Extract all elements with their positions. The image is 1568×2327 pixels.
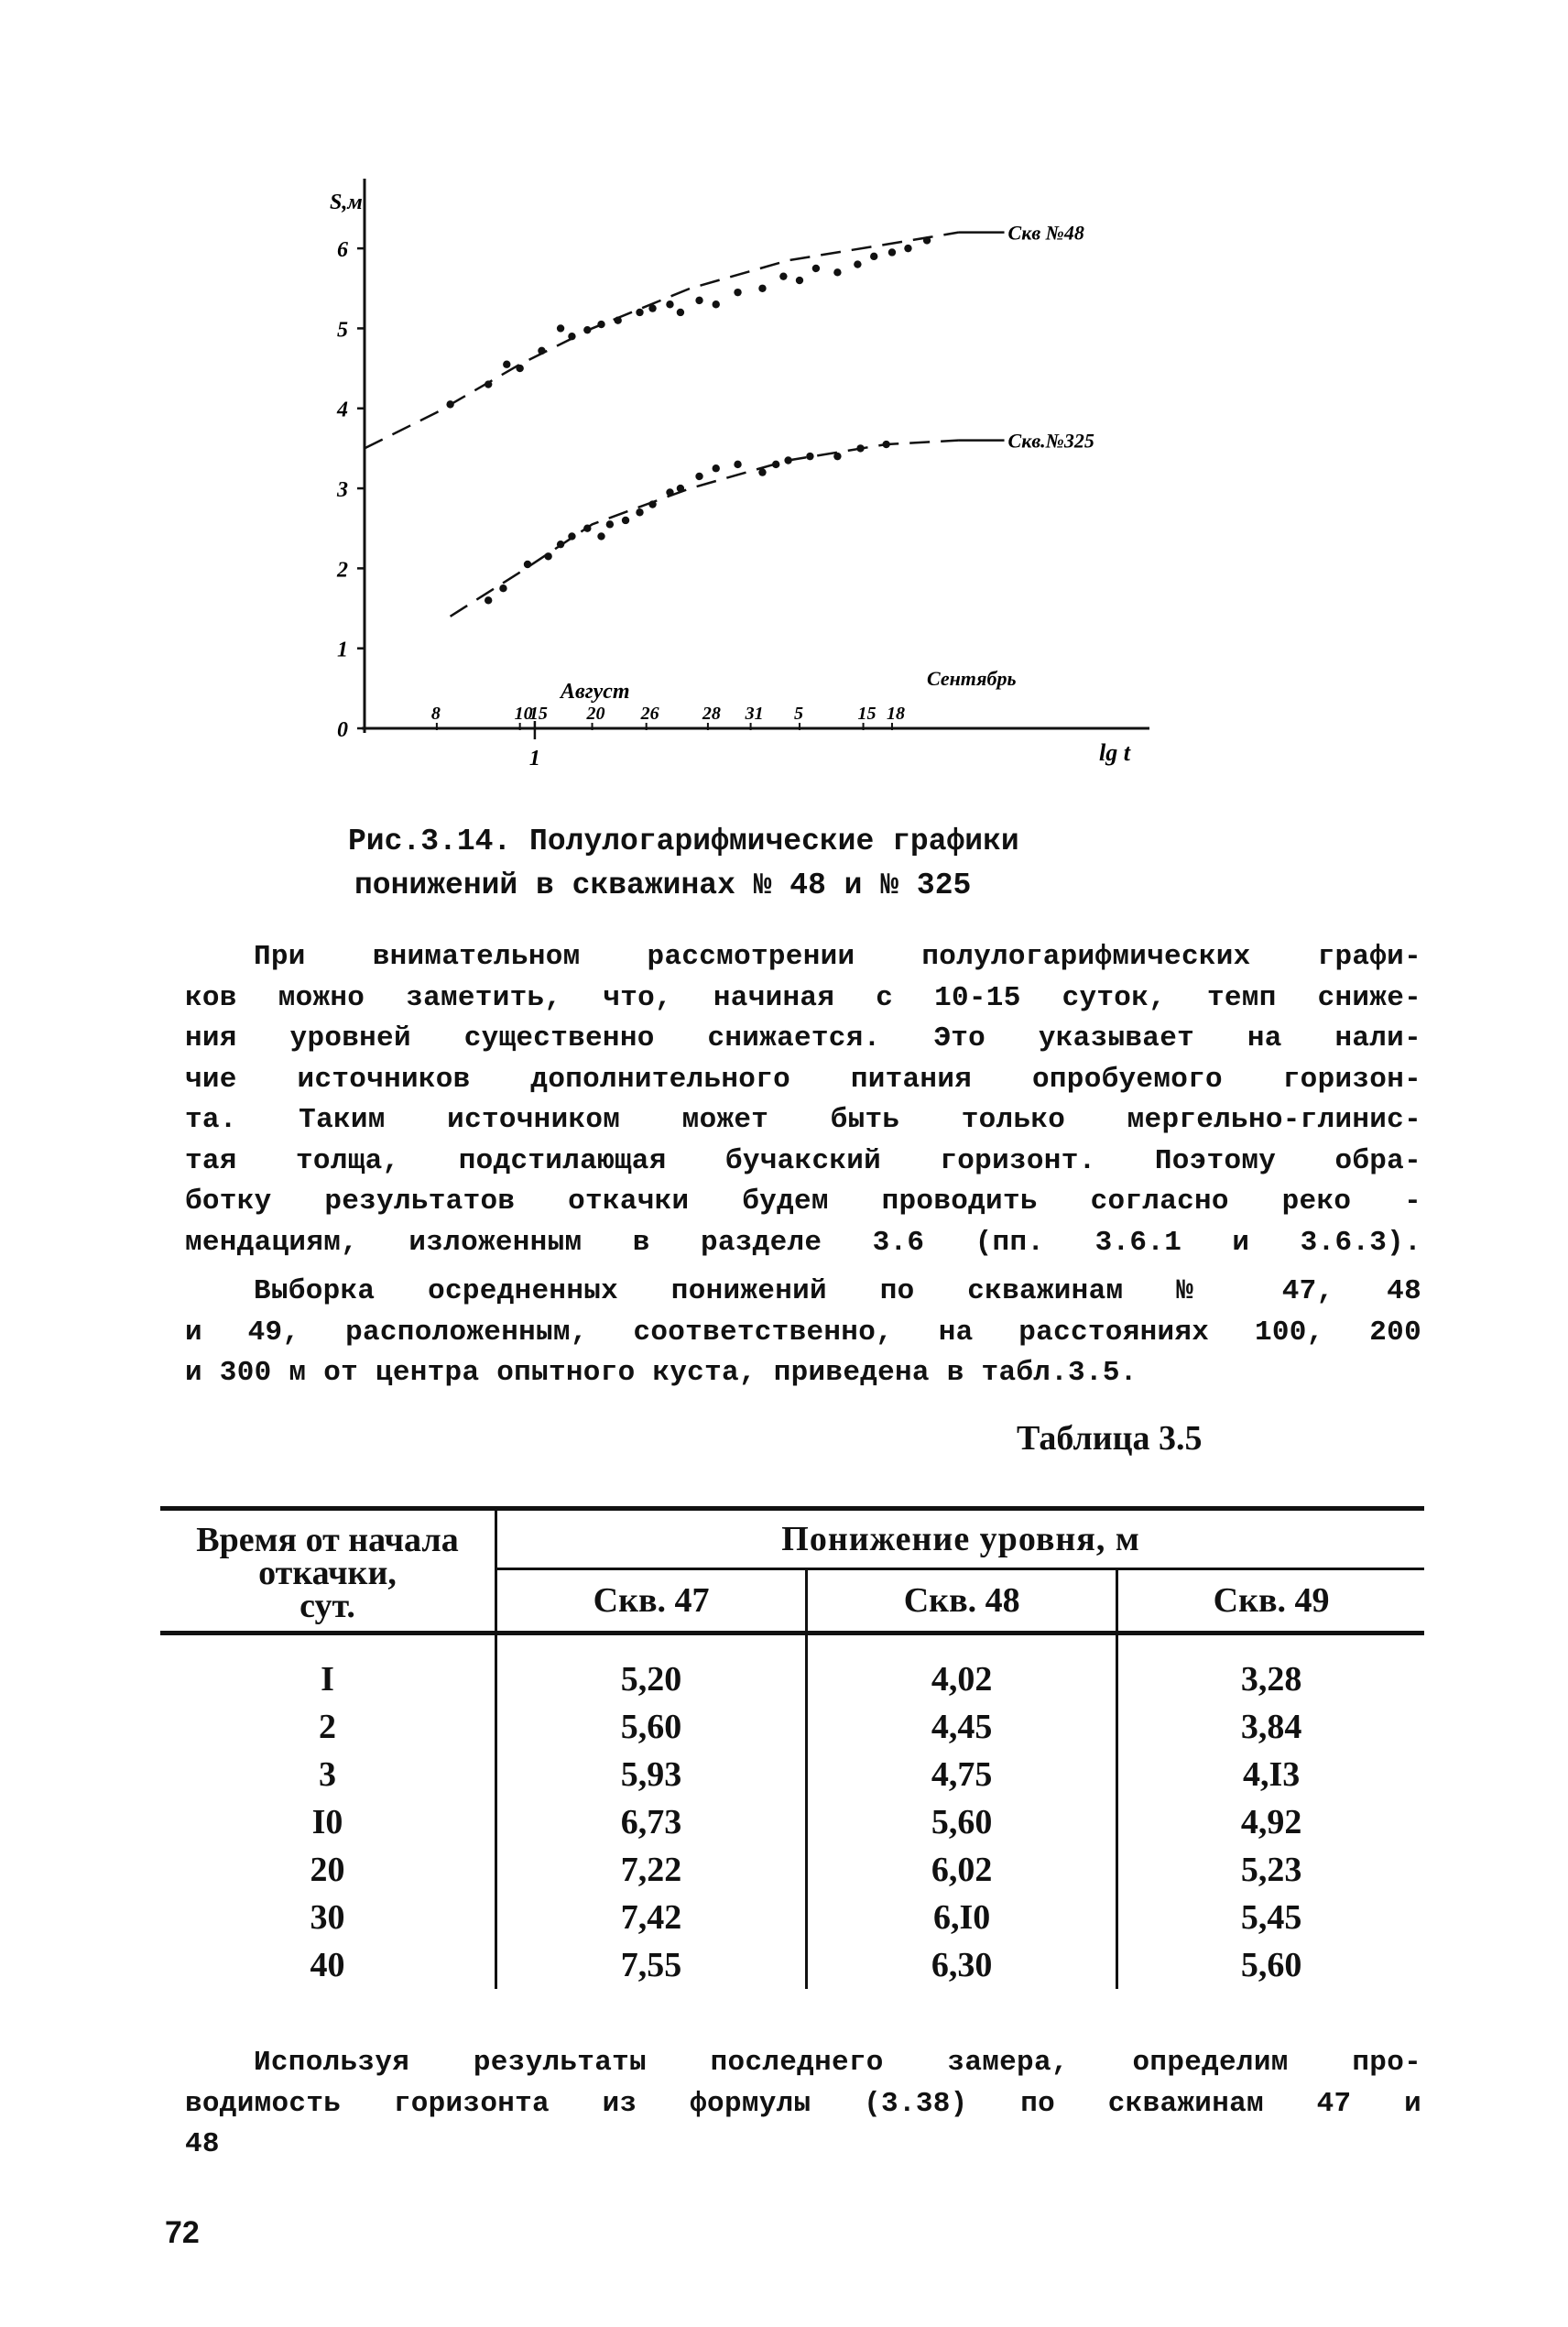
cell-drawdown: 4,I3 [1242, 1755, 1301, 1794]
text-line: тая толща, подстилающая бучакский горизонт. Поэтому обра- [185, 1144, 1421, 1177]
cell-drawdown: 3,28 [1240, 1660, 1302, 1699]
semilog-drawdown-figure [0, 0, 1568, 806]
caption-line: понижений в скважинах № 48 и № 325 [354, 869, 972, 902]
x-tick-label: 1 [528, 747, 540, 770]
data-point [557, 541, 564, 548]
data-point [734, 461, 741, 468]
data-point [695, 297, 702, 304]
data-point [485, 596, 492, 604]
trend-line [451, 441, 959, 617]
text-line: чие источников дополнительного питания опробуемого горизон- [185, 1063, 1421, 1096]
cell-drawdown: 5,60 [1240, 1946, 1302, 1984]
data-point [923, 236, 931, 244]
paragraph-conclusion [185, 2043, 1421, 2166]
cell-drawdown: 7,42 [496, 1894, 807, 1941]
cell-time: I0 [160, 1798, 496, 1846]
date-tick-label: 5 [793, 704, 803, 724]
header-time-line: откачки, [258, 1554, 397, 1592]
data-point [796, 277, 803, 284]
data-point [568, 333, 575, 340]
cell-time: I [160, 1633, 496, 1704]
series-well-325 [451, 430, 1094, 617]
y-tick-label: 0 [337, 718, 348, 742]
figure-caption [348, 820, 1172, 908]
month-label-september: Сентябрь [927, 667, 1017, 690]
text-line: и 300 м от центра опытного куста, приведена в табл.3.5. [185, 1357, 1138, 1389]
header-well-49: Скв. 49 [1117, 1569, 1424, 1633]
data-point [854, 260, 861, 268]
data-point [622, 517, 629, 524]
data-point [904, 245, 911, 252]
data-point [544, 552, 551, 560]
data-point [734, 289, 741, 296]
data-point [806, 453, 813, 460]
data-point [516, 365, 523, 372]
data-point [648, 500, 656, 508]
y-tick-label: 5 [337, 318, 348, 343]
table-row [160, 1703, 1424, 1751]
drawdown-table [160, 1506, 1424, 1989]
table-label: Таблица 3.5 [1017, 1419, 1203, 1458]
cell-drawdown: 4,45 [807, 1703, 1117, 1751]
table-row [160, 1894, 1424, 1941]
date-tick-label: 15 [528, 704, 548, 724]
data-point [524, 561, 531, 568]
table-row [160, 1751, 1424, 1798]
y-tick-label: 6 [337, 238, 348, 263]
text-line: и 49, расположенным, соответственно, на расстояниях 100, 200 [185, 1316, 1421, 1349]
data-point [713, 464, 720, 472]
data-point [772, 461, 779, 468]
table-body [160, 1633, 1424, 1990]
y-axis-label: S,м [330, 191, 363, 214]
cell-time: 40 [160, 1941, 496, 1989]
date-tick-label: 31 [745, 704, 764, 724]
data-point [583, 326, 591, 333]
data-point [677, 309, 684, 316]
header-well-48: Скв. 48 [807, 1569, 1117, 1633]
y-tick-label: 3 [337, 478, 348, 503]
text-line: ния уровней существенно снижается. Это указывает на нали- [185, 1022, 1421, 1054]
data-point [666, 300, 673, 308]
date-tick-label: 10 [514, 704, 533, 724]
data-point [614, 317, 621, 324]
data-point [648, 304, 656, 311]
data-point [888, 248, 896, 256]
cell-drawdown: 6,73 [496, 1798, 807, 1846]
table-row [160, 1846, 1424, 1894]
data-point [784, 456, 791, 464]
data-point [538, 347, 545, 355]
cell-drawdown: 3,84 [1240, 1708, 1302, 1746]
data-point [856, 444, 864, 452]
data-point [882, 441, 889, 448]
page-number: 72 [165, 2215, 200, 2250]
data-point [503, 361, 510, 368]
cell-time: 2 [160, 1703, 496, 1751]
text-line: Используя результаты последнего замера, определим про- [254, 2047, 1421, 2079]
cell-drawdown: 6,30 [807, 1941, 1117, 1989]
month-label-august: Август [561, 680, 630, 704]
cell-drawdown: 5,20 [496, 1633, 807, 1704]
text-line: та. Таким источником может быть только мергельно-глинис- [185, 1104, 1421, 1136]
cell-drawdown: 4,02 [807, 1633, 1117, 1704]
caption-line: Рис.3.14. Полулогарифмические графики [348, 825, 1019, 858]
data-point [597, 321, 604, 328]
data-point [758, 285, 766, 292]
date-tick-label: 26 [640, 704, 659, 724]
date-tick-label: 8 [430, 704, 441, 724]
data-point [499, 584, 506, 592]
cell-drawdown: 4,92 [1240, 1803, 1302, 1841]
paragraph-analysis [185, 937, 1421, 1263]
paragraph-sample [185, 1272, 1421, 1394]
table-row [160, 1798, 1424, 1846]
data-point [677, 485, 684, 492]
text-line: ботку результатов откачки будем проводить согласно реко - [185, 1185, 1421, 1218]
data-point [568, 532, 575, 540]
cell-drawdown: 4,75 [807, 1751, 1117, 1798]
header-time [160, 1509, 496, 1633]
y-tick-label: 4 [337, 398, 348, 422]
data-point [597, 532, 604, 540]
cell-drawdown: 5,23 [1240, 1851, 1302, 1889]
data-point [833, 453, 841, 460]
data-point [636, 508, 643, 516]
text-line: мендациям, изложенным в разделе 3.6 (пп. 3.6.1 и 3.6.3). [185, 1226, 1421, 1259]
table-row [160, 1633, 1424, 1704]
date-tick-label: 20 [586, 704, 605, 724]
text-line: ков можно заметить, что, начиная с 10-15 суток, темп сниже- [185, 981, 1421, 1014]
cell-drawdown: 5,45 [1240, 1898, 1302, 1937]
cell-drawdown: 7,55 [496, 1941, 807, 1989]
chart-axes [357, 179, 1149, 739]
data-point [557, 324, 564, 332]
data-point [583, 525, 591, 532]
data-point [485, 380, 492, 388]
data-point [606, 520, 614, 528]
data-point [666, 488, 673, 496]
cell-time: 3 [160, 1751, 496, 1798]
data-point [870, 253, 877, 260]
text-line: При внимательном рассмотрении полулогарифмических графи- [254, 941, 1421, 973]
cell-drawdown: 5,60 [496, 1703, 807, 1751]
data-point [446, 400, 453, 408]
header-drawdown: Понижение уровня, м [496, 1509, 1425, 1569]
text-line: 48 [185, 2128, 220, 2160]
table-row [160, 1941, 1424, 1989]
y-tick-label: 2 [337, 558, 348, 583]
data-point [695, 473, 702, 480]
header-time-line: сут. [299, 1587, 355, 1625]
series-label: Скв №48 [1007, 221, 1084, 245]
data-point [713, 300, 720, 308]
y-tick-label: 1 [337, 638, 348, 662]
x-axis-label: lg t [1099, 739, 1130, 766]
header-time-line: Время от начала [196, 1521, 459, 1559]
date-tick-label: 28 [702, 704, 721, 724]
trend-line [365, 233, 959, 449]
cell-drawdown: 5,60 [807, 1798, 1117, 1846]
data-point [833, 268, 841, 276]
data-point [779, 272, 787, 279]
series-label: Скв.№325 [1007, 429, 1094, 453]
cell-drawdown: 5,93 [496, 1751, 807, 1798]
header-well-47: Скв. 47 [496, 1569, 807, 1633]
text-line: водимость горизонта из формулы (3.38) по скважинам 47 и [185, 2087, 1421, 2120]
data-point [758, 468, 766, 475]
cell-drawdown: 7,22 [496, 1846, 807, 1894]
date-tick-label: 18 [886, 704, 905, 724]
cell-time: 20 [160, 1846, 496, 1894]
cell-drawdown: 6,02 [807, 1846, 1117, 1894]
cell-time: 30 [160, 1894, 496, 1941]
text-line: Выборка осредненных понижений по скважинам № 47, 48 [254, 1275, 1421, 1307]
data-point [812, 265, 820, 272]
date-tick-label: 15 [857, 704, 877, 724]
cell-drawdown: 6,I0 [807, 1894, 1117, 1941]
data-point [636, 309, 643, 316]
series-well-48 [365, 222, 1084, 449]
